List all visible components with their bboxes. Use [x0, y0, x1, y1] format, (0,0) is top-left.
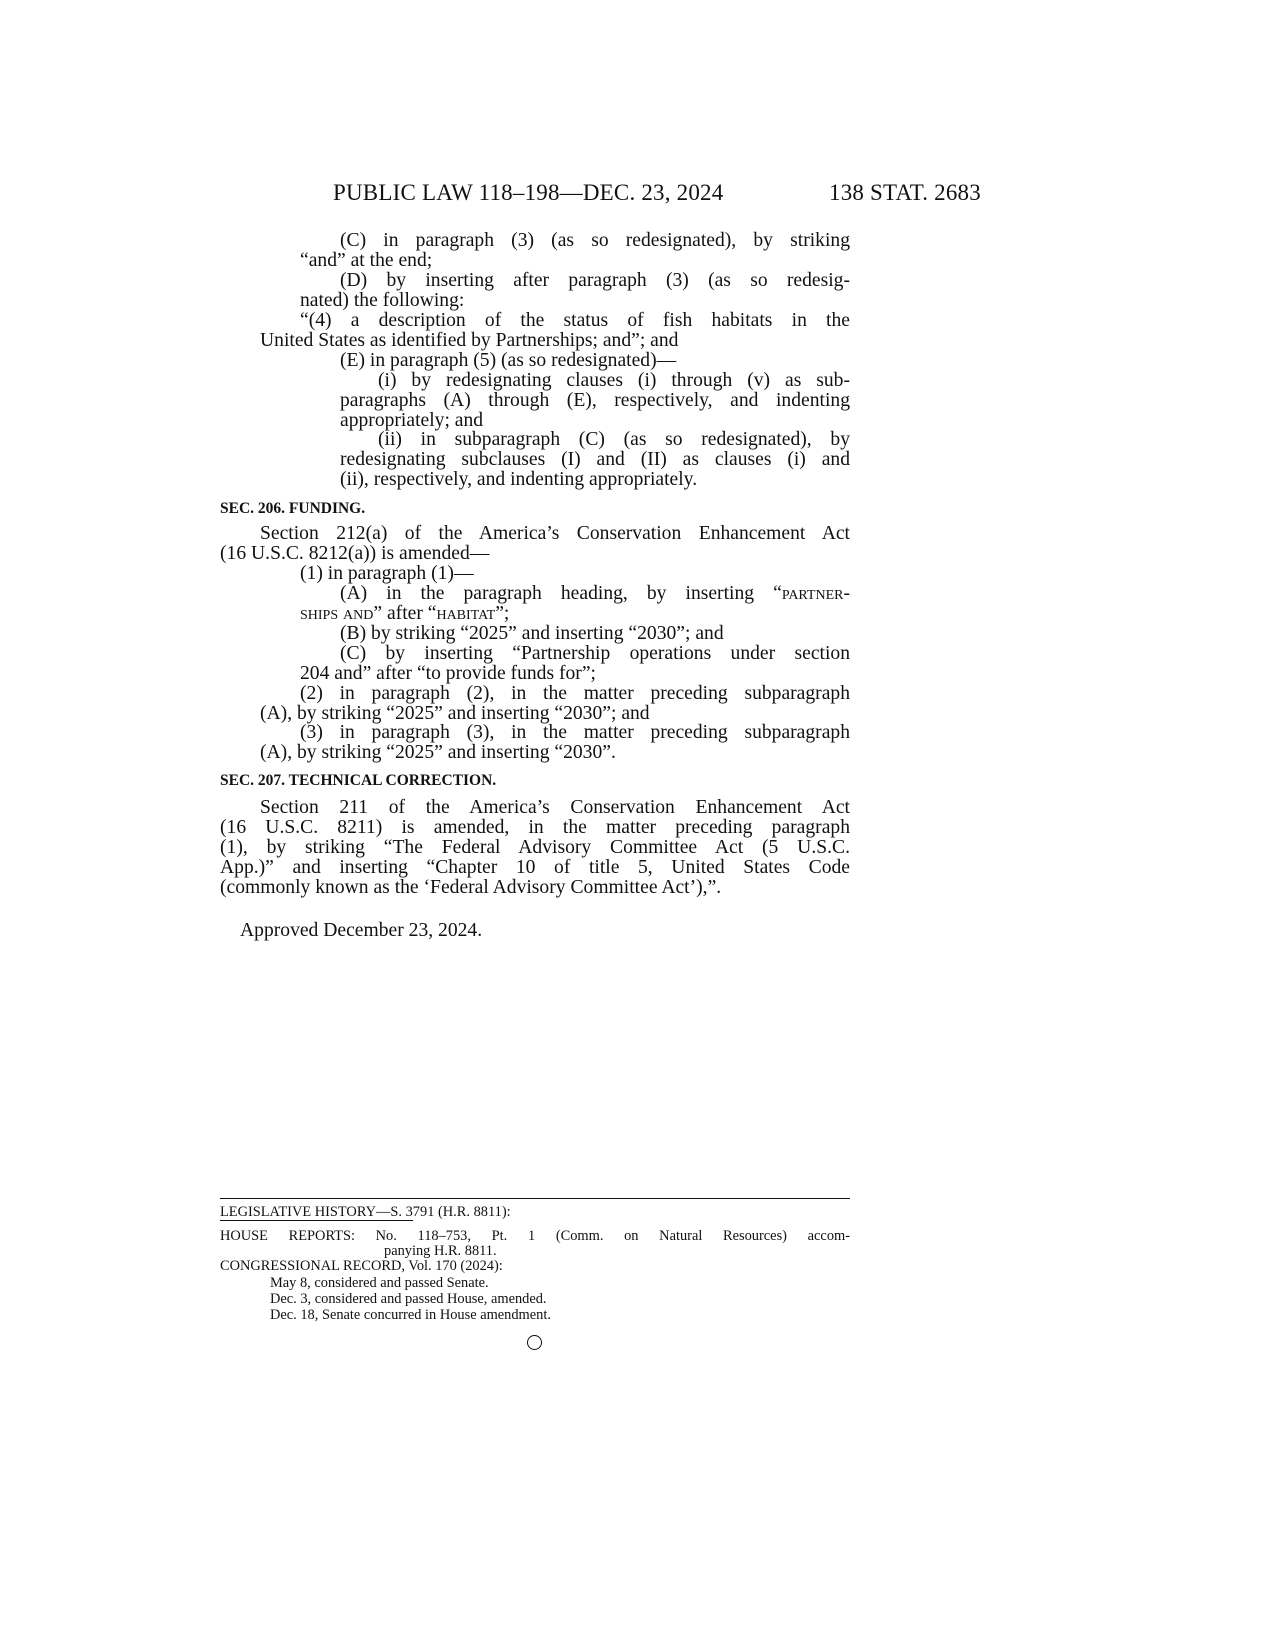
text-line: (A), by striking “2025” and inserting “2030”; and	[260, 703, 650, 724]
text-line: Section 212(a) of the America’s Conservation Enhancement Act	[260, 523, 850, 544]
text-line: “and” at the end;	[300, 250, 433, 271]
approval-date: Approved December 23, 2024.	[240, 920, 483, 941]
text-line: United States as identified by Partnerships; and”; and	[260, 330, 679, 351]
text-line: nated) the following:	[300, 290, 465, 311]
text-line: redesignating subclauses (I) and (II) as clauses (i) and	[340, 449, 850, 470]
text-line: (ii), respectively, and indenting appropriately.	[340, 469, 698, 490]
heading-underline	[220, 1220, 413, 1221]
text-line: Section 211 of the America’s Conservation Enhancement Act	[260, 797, 850, 818]
history-entry: Dec. 18, Senate concurred in House amendment.	[270, 1307, 551, 1323]
text-line: paragraphs (A) through (E), respectively, and indenting	[340, 390, 850, 411]
congressional-record-line: CONGRESSIONAL RECORD, Vol. 170 (2024):	[220, 1258, 503, 1274]
small-caps-run: habitat	[436, 603, 496, 624]
text-line: (C) in paragraph (3) (as so redesignated), by striking	[340, 230, 850, 251]
house-reports-line: panying H.R. 8811.	[384, 1243, 497, 1259]
running-head-title: PUBLIC LAW 118–198—DEC. 23, 2024	[333, 180, 724, 205]
history-entry: Dec. 3, considered and passed House, amended.	[270, 1291, 547, 1307]
history-entry: May 8, considered and passed Senate.	[270, 1275, 489, 1291]
text-line: “(4) a description of the status of fish habitats in the	[300, 310, 850, 331]
small-caps-run: ships and	[300, 603, 374, 624]
text-line	[300, 604, 509, 625]
text-line: 204 and” after “to provide funds for”;	[300, 663, 596, 684]
text-run: ” after “	[373, 603, 437, 624]
section-heading: SEC. 206. FUNDING.	[220, 500, 366, 517]
text-line: (B) by striking “2025” and inserting “2030”; and	[340, 623, 724, 644]
text-run: (A) in the paragraph heading, by inserting “	[340, 583, 782, 604]
footnote-rule	[220, 1198, 850, 1199]
text-line: (D) by inserting after paragraph (3) (as so redesig-	[340, 270, 850, 291]
text-line: (1) in paragraph (1)—	[300, 563, 474, 584]
end-of-law-circle-icon	[527, 1335, 542, 1350]
page-number: 138 STAT. 2683	[829, 180, 981, 205]
section-heading: SEC. 207. TECHNICAL CORRECTION.	[220, 772, 497, 789]
text-line: (C) by inserting “Partnership operations under section	[340, 643, 850, 664]
text-line: (3) in paragraph (3), in the matter preceding subparagraph	[300, 722, 850, 743]
text-line: (1), by striking “The Federal Advisory Committee Act (5 U.S.C.	[220, 837, 850, 858]
text-line: (i) by redesignating clauses (i) through (v) as sub-	[378, 370, 850, 391]
text-run: ”;	[495, 603, 510, 624]
text-line: (A), by striking “2025” and inserting “2030”.	[260, 742, 616, 763]
text-line: (16 U.S.C. 8211) is amended, in the matter preceding paragraph	[220, 817, 850, 838]
legislative-history-heading: LEGISLATIVE HISTORY—S. 3791 (H.R. 8811):	[220, 1204, 511, 1220]
text-line: (commonly known as the ‘Federal Advisory Committee Act’),”.	[220, 877, 722, 898]
text-line: appropriately; and	[340, 410, 484, 431]
text-line: (2) in paragraph (2), in the matter preceding subparagraph	[300, 683, 850, 704]
small-caps-run: partner-	[781, 583, 850, 604]
text-line: App.)” and inserting “Chapter 10 of title 5, United States Code	[220, 857, 850, 878]
text-line: (E) in paragraph (5) (as so redesignated)—	[340, 350, 677, 371]
house-reports-line: HOUSE REPORTS: No. 118–753, Pt. 1 (Comm. on Natural Resources) accom-	[220, 1228, 850, 1244]
text-line: (16 U.S.C. 8212(a)) is amended—	[220, 543, 490, 564]
text-line: (ii) in subparagraph (C) (as so redesignated), by	[378, 429, 850, 450]
text-line	[340, 584, 850, 605]
